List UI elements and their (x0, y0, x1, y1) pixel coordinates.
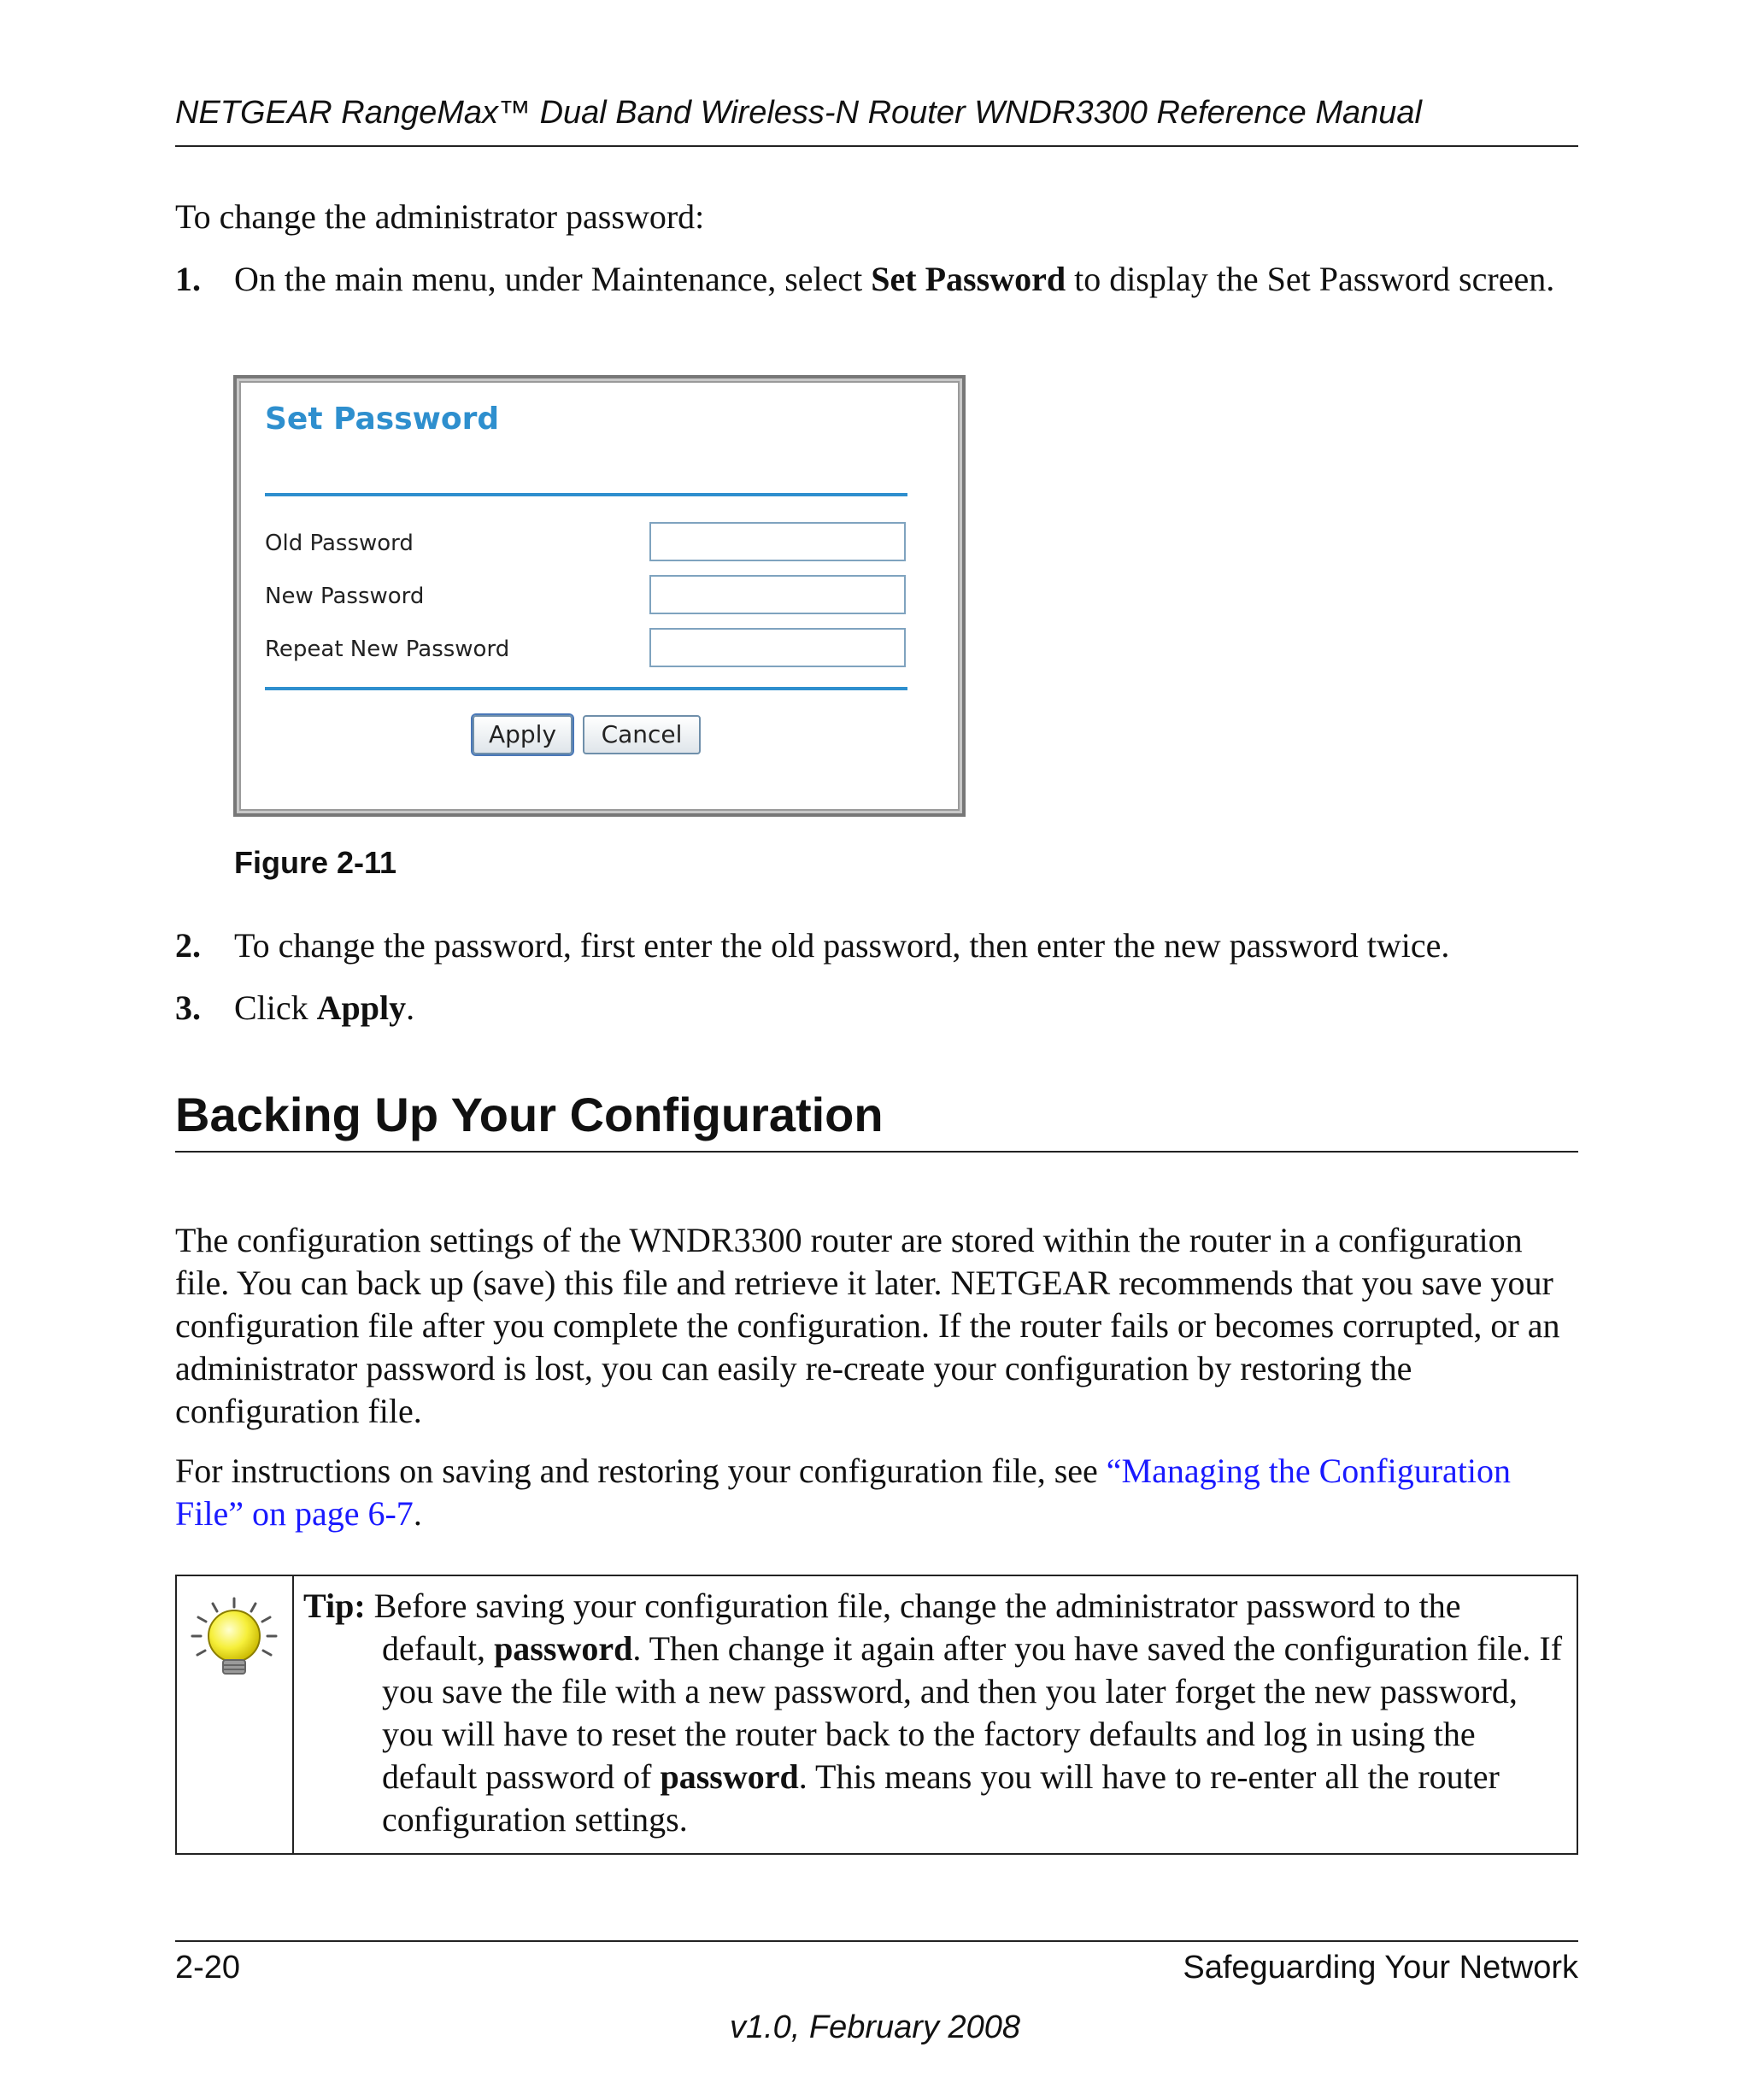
repeat-password-input[interactable] (649, 628, 906, 667)
instructions-paragraph: For instructions on saving and restoring your configuration file, see “Managing the Configuration File” on page 6-7. (175, 1452, 1512, 1533)
header-rule (175, 145, 1578, 147)
figure-caption: Figure 2-11 (234, 845, 397, 880)
new-password-label: New Password (265, 584, 425, 609)
tip-label: Tip: (303, 1587, 366, 1625)
step-number: 2. (175, 926, 201, 965)
section-heading: Backing Up Your Configuration (175, 1088, 884, 1141)
old-password-label: Old Password (265, 531, 414, 556)
version-info: v1.0, February 2008 (729, 2009, 1021, 2045)
title-divider (265, 493, 907, 496)
chapter-title: Safeguarding Your Network (1183, 1950, 1578, 1986)
set-password-term: Set Password (871, 260, 1066, 298)
screen-title: Set Password (265, 402, 500, 437)
step-number: 3. (175, 988, 201, 1027)
apply-term: Apply (316, 988, 407, 1027)
lightbulb-icon (187, 1595, 281, 1689)
fields-divider (265, 687, 907, 690)
apply-button[interactable]: Apply (473, 715, 573, 754)
page-number: 2-20 (175, 1950, 241, 1986)
tip-box (175, 1575, 1578, 1855)
managing-config-link[interactable]: “Managing the Configuration File” on page 6-7 (175, 1452, 1512, 1533)
repeat-password-label: Repeat New Password (265, 636, 510, 662)
tip-divider (292, 1576, 294, 1853)
step-number: 1. (175, 260, 201, 298)
old-password-input[interactable] (649, 522, 906, 561)
footer-rule (175, 1940, 1578, 1942)
step-text: On the main menu, under Maintenance, select Set Password to display the Set Password screen. (234, 260, 1555, 298)
config-paragraph: The configuration settings of the WNDR3300 router are stored within the router in a configuration file. You can back up (save) this file and retrieve it later. NETGEAR recommends that you save your configuration file after you complete the configuration. If the router fails or becomes corrupted, or an administrator password is lost, you can easily re-create your configuration by restoring the configuration file. (175, 1221, 1560, 1430)
cancel-button[interactable]: Cancel (583, 715, 701, 754)
intro-text: To change the administrator password: (175, 197, 705, 236)
step-text: To change the password, first enter the old password, then enter the new password twice. (234, 926, 1450, 965)
set-password-screenshot (233, 375, 966, 817)
new-password-input[interactable] (649, 575, 906, 614)
page-header: NETGEAR RangeMax™ Dual Band Wireless-N Router WNDR3300 Reference Manual (175, 95, 1422, 131)
heading-rule (175, 1151, 1578, 1153)
tip-text: Tip: Before saving your configuration file, change the administrator password to the default, password. Then change it again after you have saved the configuration file. If you save the file with a new password, and then you later forget the new password, you will have to reset the router back to the factory defaults and log in using the default password of password. This means you will have to re-enter all the router configuration settings. (303, 1587, 1563, 1839)
step-text: Click Apply. (234, 988, 415, 1027)
